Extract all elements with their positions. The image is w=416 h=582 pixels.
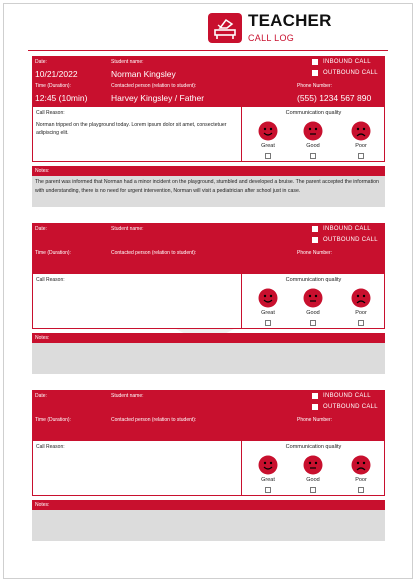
date-label: Date: (35, 393, 47, 399)
notes-label: Notes: (35, 502, 50, 508)
date-label: Date: (35, 59, 47, 65)
good-label: Good (306, 310, 320, 316)
communication-quality-label: Communication quality (285, 277, 342, 283)
outbound-checkbox[interactable] (312, 237, 318, 243)
poor-checkbox[interactable] (358, 487, 364, 493)
time-label: Time (Duration): (35, 250, 71, 256)
date-label: Date: (35, 226, 47, 232)
good-checkbox[interactable] (310, 320, 316, 326)
student-name-label: Student name: (111, 59, 144, 65)
page-subtitle: CALL LOG (248, 33, 295, 43)
notes-area[interactable] (32, 510, 385, 541)
poor-face-icon (351, 455, 371, 475)
notes-header (32, 500, 385, 510)
good-label: Good (306, 477, 320, 483)
call-reason-panel (32, 440, 385, 496)
call-info-panel (32, 223, 385, 273)
good-face-icon (303, 288, 323, 308)
great-checkbox[interactable] (265, 487, 271, 493)
communication-quality-label: Communication quality (285, 444, 342, 450)
great-checkbox[interactable] (265, 153, 271, 159)
notes-header (32, 166, 385, 176)
header-rule (28, 50, 388, 51)
good-face-icon (303, 121, 323, 141)
notes-label: Notes: (35, 335, 50, 341)
inbound-call-option[interactable]: INBOUND CALL (312, 226, 371, 232)
notes-area[interactable] (32, 176, 385, 207)
phone-value[interactable]: (555) 1234 567 890 (297, 93, 372, 103)
great-face-icon (258, 288, 278, 308)
phone-label: Phone Number: (297, 250, 333, 256)
notes-label: Notes: (35, 168, 50, 174)
poor-label: Poor (355, 477, 367, 483)
great-face-icon (258, 121, 278, 141)
great-face-icon (258, 455, 278, 475)
poor-checkbox[interactable] (358, 153, 364, 159)
date-value[interactable]: 10/21/2022 (35, 69, 78, 79)
outbound-checkbox[interactable] (312, 70, 318, 76)
poor-face-icon (351, 121, 371, 141)
teacher-desk-icon (208, 13, 242, 43)
inbound-checkbox[interactable] (312, 226, 318, 232)
poor-label: Poor (355, 143, 367, 149)
good-checkbox[interactable] (310, 487, 316, 493)
phone-label: Phone Number: (297, 83, 333, 89)
inbound-checkbox[interactable] (312, 393, 318, 399)
phone-label: Phone Number: (297, 417, 333, 423)
outbound-checkbox[interactable] (312, 404, 318, 410)
great-checkbox[interactable] (265, 320, 271, 326)
student-name-label: Student name: (111, 393, 144, 399)
contacted-person-label: Contacted person (relation to student): (111, 417, 197, 423)
call-reason-label: Call Reason: (36, 277, 65, 283)
time-label: Time (Duration): (35, 417, 71, 423)
time-value[interactable]: 12:45 (10min) (35, 93, 88, 103)
poor-face-icon (351, 288, 371, 308)
outbound-call-option[interactable]: OUTBOUND CALL (312, 70, 378, 76)
great-label: Great (261, 143, 275, 149)
outbound-call-option[interactable]: OUTBOUND CALL (312, 237, 378, 243)
poor-label: Poor (355, 310, 367, 316)
call-info-panel (32, 390, 385, 440)
contacted-person-label: Contacted person (relation to student): (111, 250, 197, 256)
call-entry-2 (32, 223, 385, 375)
inbound-call-option[interactable]: INBOUND CALL (312, 59, 371, 65)
good-checkbox[interactable] (310, 153, 316, 159)
call-info-panel (32, 56, 385, 106)
student-name-value[interactable]: Norman Kingsley (111, 69, 176, 79)
outbound-call-option[interactable]: OUTBOUND CALL (312, 404, 378, 410)
communication-quality-label: Communication quality (285, 110, 342, 116)
call-reason-label: Call Reason: (36, 110, 65, 116)
good-face-icon (303, 455, 323, 475)
great-label: Great (261, 477, 275, 483)
contacted-person-label: Contacted person (relation to student): (111, 83, 197, 89)
notes-area[interactable] (32, 343, 385, 374)
call-entry-1 (32, 56, 385, 208)
call-reason-panel (32, 273, 385, 329)
time-label: Time (Duration): (35, 83, 71, 89)
great-label: Great (261, 310, 275, 316)
notes-header (32, 333, 385, 343)
poor-checkbox[interactable] (358, 320, 364, 326)
student-name-label: Student name: (111, 226, 144, 232)
notes-value: The parent was informed that Norman had a minor incident on the playground, stumbled and developed a bruise. The parent accepted the information with understanding, there is no need for urgent intervention, Norman will visit a pediatrician after school just in case. (35, 179, 379, 194)
call-entry-3 (32, 390, 385, 542)
call-reason-panel (32, 106, 385, 162)
inbound-call-option[interactable]: INBOUND CALL (312, 393, 371, 399)
page-title: TEACHER (248, 11, 332, 30)
good-label: Good (306, 143, 320, 149)
inbound-checkbox[interactable] (312, 59, 318, 65)
call-reason-label: Call Reason: (36, 444, 65, 450)
contacted-person-value[interactable]: Harvey Kingsley / Father (111, 93, 205, 103)
call-reason-value[interactable]: Norman tripped on the playground today. Lorem ipsum dolor sit amet, consectetuer adipiscing elit. (36, 122, 227, 136)
